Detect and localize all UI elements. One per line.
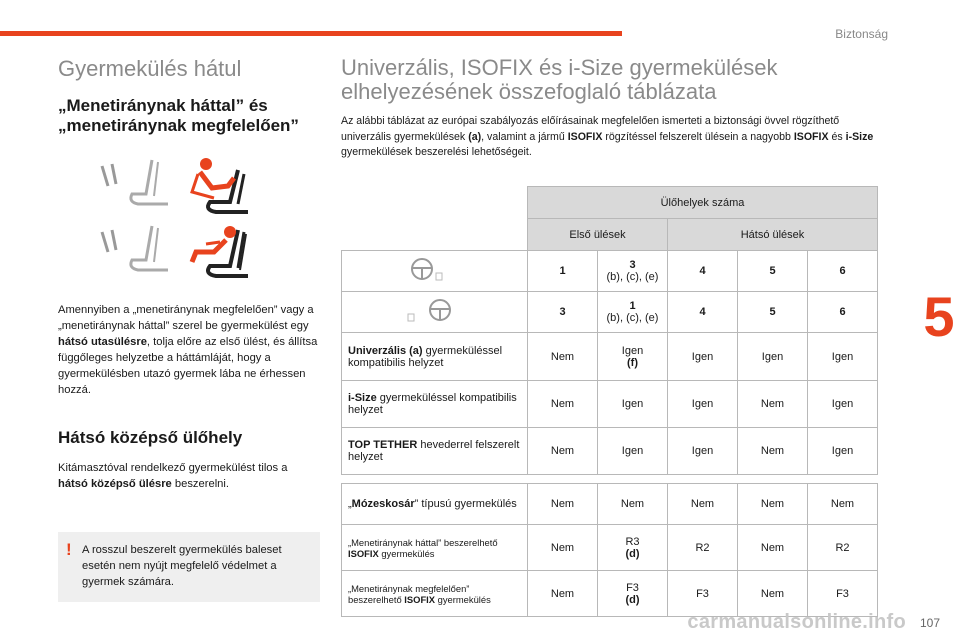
- watermark: carmanualsonline.info: [687, 611, 906, 633]
- table-cell: Nem: [738, 525, 808, 571]
- row-label-carrycot: [342, 484, 528, 525]
- intro-paragraph: [341, 114, 885, 161]
- cell-value: F3: [626, 581, 639, 594]
- rhd-c1: 3: [528, 292, 598, 333]
- row-label-bold: Mózeskosár: [351, 498, 415, 510]
- table-title-line1: Univerzális, ISOFIX és i-Size gyermekülések: [341, 55, 778, 80]
- table-cell: R2: [668, 525, 738, 571]
- table-cell: Igen: [668, 333, 738, 381]
- chapter-tab: [918, 252, 960, 380]
- intro-f: ISOFIX: [793, 130, 829, 143]
- table-cell: Nem: [668, 484, 738, 525]
- para1-text-a: Amennyiben a „menetiránynak megfelelően” vagy a „menetiránynak háttal” szerel be gyermekülést egy: [58, 304, 314, 332]
- rhd-c4: 5: [738, 292, 808, 333]
- row-label-bold: Univerzális (a): [348, 344, 423, 357]
- lhd-steering-cell: [342, 251, 528, 292]
- table-cell: Nem: [528, 571, 598, 617]
- table-cell: Nem: [738, 381, 808, 428]
- row-label-rest: hevederrel felszerelt helyzet: [348, 439, 520, 463]
- row-label-rest: ” típusú gyermekülés: [414, 498, 517, 510]
- intro-g: és: [828, 130, 846, 143]
- row-label-forward-facing-isofix: [342, 571, 528, 617]
- row-label-pre: „: [348, 498, 352, 510]
- row-label-rest: „Menetiránynak megfelelően” beszerelhető: [348, 582, 470, 605]
- cell-note: (d): [625, 547, 640, 560]
- intro-a: Az alábbi táblázat az európai szabályozás előírásainak megfelelően ismerteti a biztonsági övvel rögzíthető univerzális gyermekülések: [341, 115, 840, 143]
- middle-seat-heading: Hátsó középső ülőhely: [58, 428, 243, 447]
- table-title-line2: elhelyezésének összefoglaló táblázata: [341, 79, 717, 104]
- table-cell: Nem: [528, 333, 598, 381]
- row-label-universal: [342, 333, 528, 381]
- intro-c: , valamint a jármű: [481, 130, 568, 143]
- rear-seats-header: Hátsó ülések: [668, 219, 878, 251]
- row-label-top-tether: [342, 428, 528, 475]
- table-cell: Nem: [528, 428, 598, 475]
- table-cell: R2: [808, 525, 878, 571]
- para2-text-c: beszerelni.: [171, 478, 229, 490]
- seats-header: Ülőhelyek száma: [528, 187, 878, 219]
- table-row: [342, 484, 878, 525]
- table-row: [342, 333, 878, 381]
- table-title: [341, 56, 885, 104]
- intro-h: i-Size: [845, 130, 874, 143]
- table-cell: Igen: [668, 428, 738, 475]
- table-cell: [598, 525, 668, 571]
- row-label-bold: i-Size: [348, 392, 377, 404]
- rhd-c2: [598, 292, 668, 333]
- table-cell: Igen: [668, 381, 738, 428]
- row-label-bold: TOP TETHER: [348, 439, 418, 451]
- table-header-groups: [342, 219, 878, 251]
- left-subtitle-line1: „Menetiránynak háttal” és: [58, 96, 268, 115]
- para1-text-b: hátsó utasülésre: [58, 336, 147, 348]
- para1-text-c: , tolja előre az első ülést, és állítsa függőleges helyzetbe a háttámláját, hogy a gyermekülésben utazó gyermek lába ne érhessen hozzá.: [58, 336, 318, 396]
- rhd-c2-num: 1: [629, 300, 636, 312]
- row-label-bold: ISOFIX: [404, 593, 436, 605]
- lhd-c2: [598, 251, 668, 292]
- rhd-c5: 6: [808, 292, 878, 333]
- lhd-c2-num: 3: [629, 259, 636, 271]
- left-title: Gyermekülés hátul: [58, 56, 242, 81]
- left-hand-drive-icon: [380, 256, 490, 284]
- table-cell: Nem: [528, 381, 598, 428]
- table-header-seats: [342, 187, 878, 219]
- child-seat-table: [341, 186, 878, 617]
- intro-e: rögzítéssel felszerelt ülésein a nagyobb: [602, 130, 794, 143]
- row-label-rest: „Menetiránynak háttal” beszerelhető: [348, 536, 498, 548]
- lhd-c2-note: (b), (c), (e): [606, 271, 659, 283]
- row-label-rest: gyermeküléssel kompatibilis helyzet: [348, 344, 503, 369]
- table-cell: Igen: [598, 381, 668, 428]
- table-cell: Nem: [598, 484, 668, 525]
- chapter-number: 5: [923, 284, 955, 348]
- table-cell: Nem: [808, 484, 878, 525]
- forward-facing-seat-illustration: [88, 222, 258, 282]
- right-hand-drive-icon: [380, 297, 490, 325]
- page-number: 107: [919, 616, 940, 630]
- intro-b: (a): [468, 130, 482, 143]
- table-cell: Igen: [808, 333, 878, 381]
- table-cell: Igen: [738, 333, 808, 381]
- section-label: Biztonság: [835, 27, 888, 41]
- table-cell: F3: [668, 571, 738, 617]
- warning-text: A rosszul beszerelt gyermekülés baleset esetén nem nyújt megfelelő védelmet a gyermek számára.: [82, 544, 282, 588]
- cell-value: R3: [625, 535, 640, 548]
- seat-illustration: [58, 156, 320, 288]
- front-seats-header: Első ülések: [528, 219, 668, 251]
- row-label-rest: gyermeküléssel kompatibilis helyzet: [348, 392, 517, 416]
- intro-i: gyermekülések beszerelési lehetőségeit.: [341, 146, 532, 158]
- row-label-isize: [342, 381, 528, 428]
- row-label-rest2: gyermekülés: [378, 547, 435, 559]
- table-cell: F3: [808, 571, 878, 617]
- lhd-c5: 6: [808, 251, 878, 292]
- lhd-c3: 4: [668, 251, 738, 292]
- para2-text-b: hátsó középső ülésre: [58, 478, 172, 490]
- table-cell: [598, 333, 668, 381]
- cell-note: (f): [627, 356, 638, 369]
- table-cell: Nem: [528, 484, 598, 525]
- table-row: [342, 381, 878, 428]
- left-subtitle: [58, 96, 320, 136]
- table-gap: [342, 475, 878, 484]
- lhd-c1: 1: [528, 251, 598, 292]
- table-cell: Igen: [808, 381, 878, 428]
- table-cell: Igen: [808, 428, 878, 475]
- lhd-c4: 5: [738, 251, 808, 292]
- warning-icon: !: [66, 540, 72, 559]
- table-row-rhd: [342, 292, 878, 333]
- cell-value: Igen: [621, 344, 644, 357]
- rear-facing-seat-illustration: [88, 156, 258, 216]
- top-accent-bar: [0, 31, 622, 36]
- cell-note: (d): [625, 593, 640, 606]
- left-column: [58, 56, 320, 602]
- table-row-lhd: [342, 251, 878, 292]
- intro-d: ISOFIX: [567, 130, 603, 143]
- right-column: [341, 56, 885, 161]
- left-subtitle-line2: „menetiránynak megfelelően”: [58, 116, 299, 135]
- row-label-rest2: gyermekülés: [435, 593, 491, 605]
- table-cell: Nem: [738, 571, 808, 617]
- table-cell: Nem: [738, 484, 808, 525]
- middle-seat-paragraph: [58, 460, 320, 492]
- table-cell: Igen: [598, 428, 668, 475]
- table-cell: Nem: [528, 525, 598, 571]
- table-cell: [598, 571, 668, 617]
- table-row: [342, 571, 878, 617]
- rhd-c2-note: (b), (c), (e): [606, 312, 659, 324]
- row-label-rear-facing-isofix: [342, 525, 528, 571]
- para2-text-a: Kitámasztóval rendelkező gyermekülést tilos a: [58, 462, 288, 474]
- table-row: [342, 428, 878, 475]
- rear-seat-paragraph: [58, 302, 320, 398]
- warning-box: [58, 532, 320, 602]
- table-cell: Nem: [738, 428, 808, 475]
- rhd-steering-cell: [342, 292, 528, 333]
- rhd-c3: 4: [668, 292, 738, 333]
- row-label-bold: ISOFIX: [348, 547, 379, 559]
- table-row: [342, 525, 878, 571]
